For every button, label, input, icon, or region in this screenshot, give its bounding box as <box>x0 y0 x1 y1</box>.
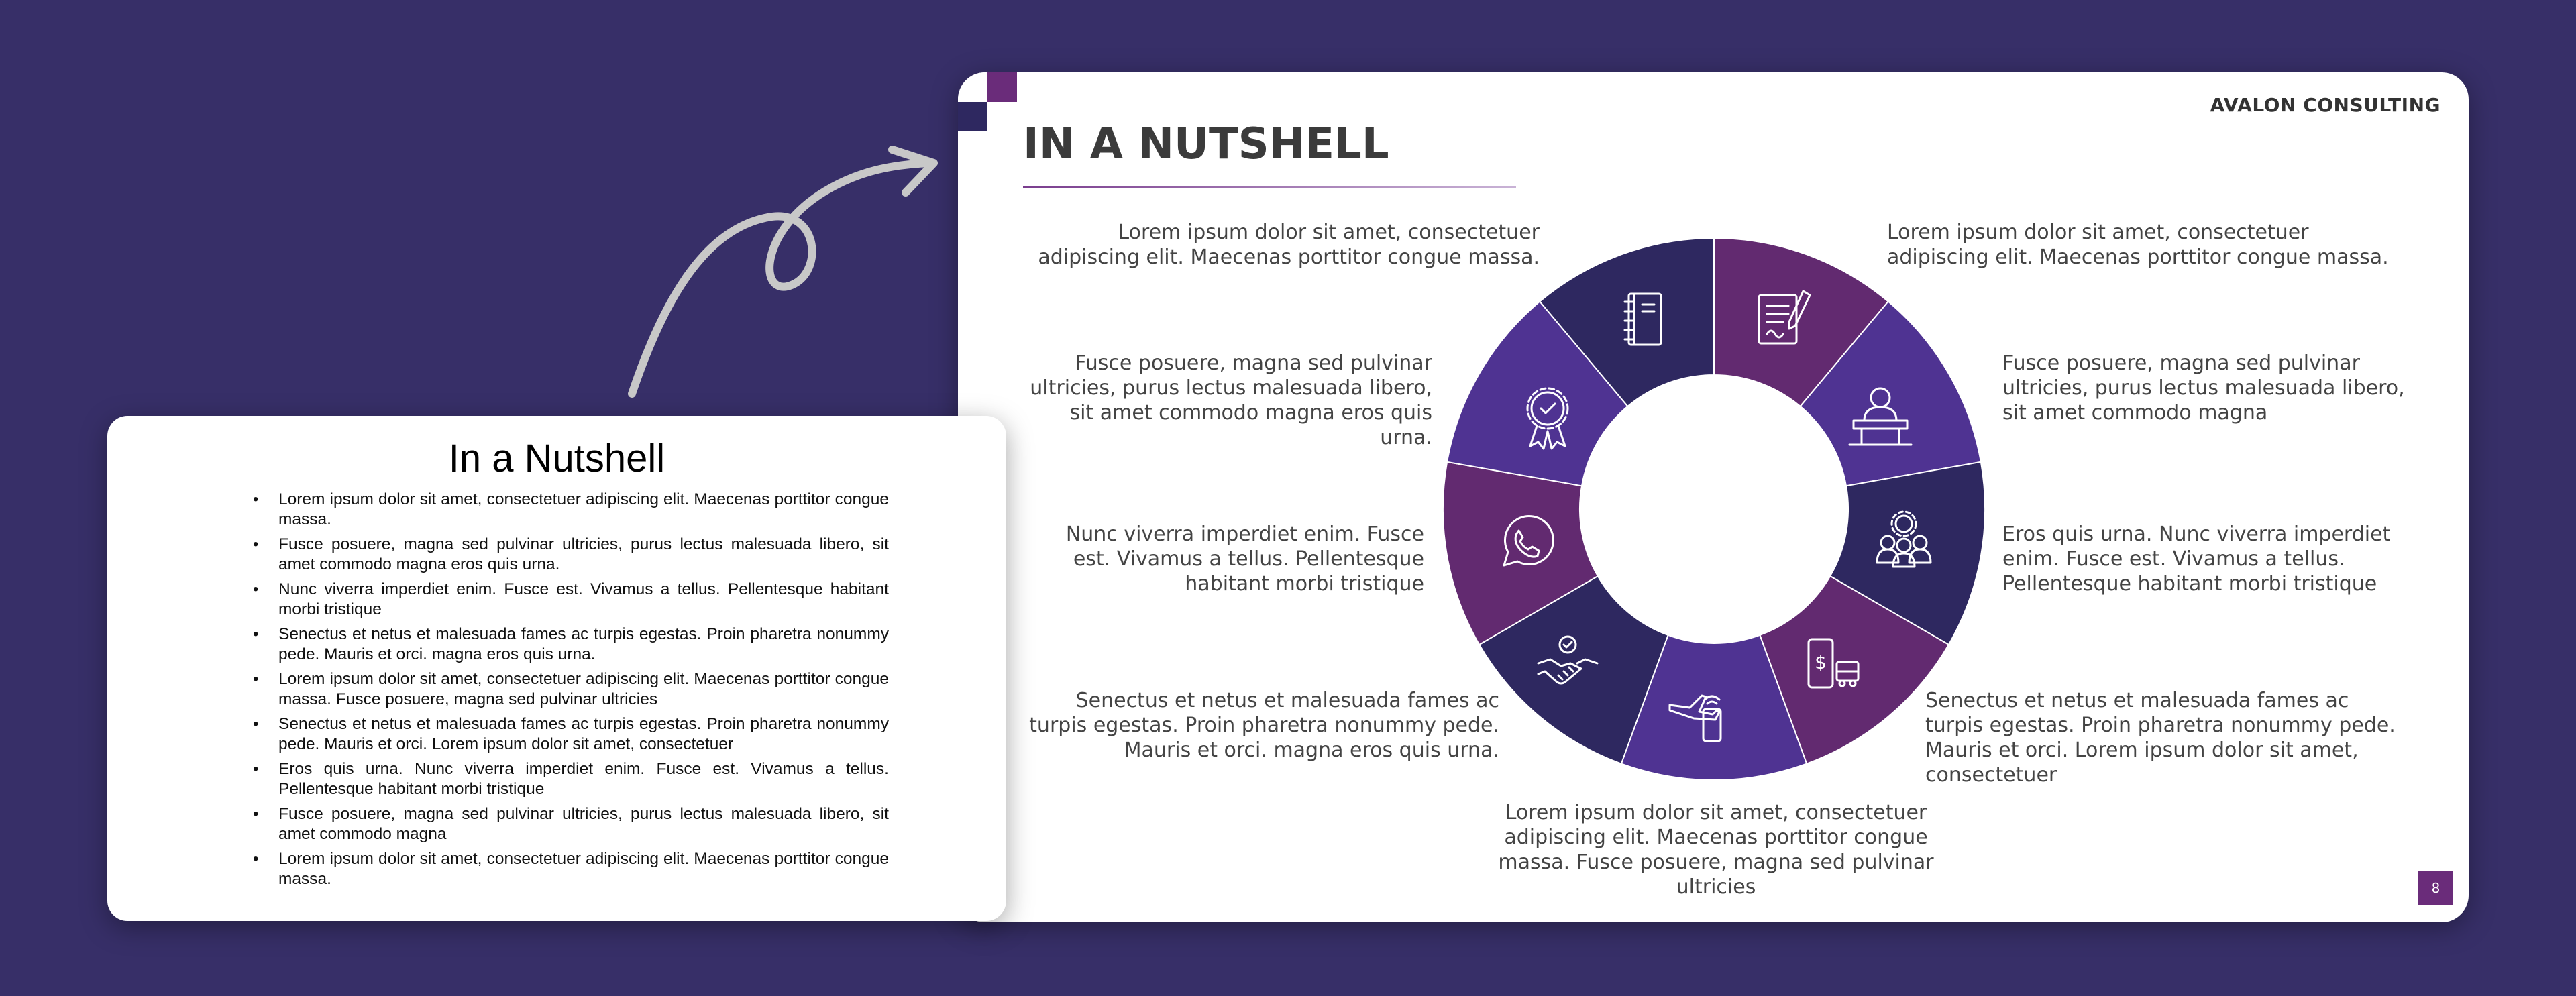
page-number: 8 <box>2418 871 2453 905</box>
list-item: • Fusce posuere, magna sed pulvinar ultricies, purus lectus malesuada libero, sit amet commodo magna <box>253 805 889 843</box>
list-item: • Eros quis urna. Nunc viverra imperdiet enim. Fusce est. Vivamus a tellus. Pellentesque habitant morbi tristique <box>253 760 889 798</box>
list-item: • Senectus et netus et malesuada fames ac turpis egestas. Proin pharetra nonummy pede. Mauris et orci. magna eros quis urna. <box>253 625 889 663</box>
list-item: • Lorem ipsum dolor sit amet, consectetuer adipiscing elit. Maecenas porttitor congue massa. <box>253 850 889 888</box>
slide-title: IN A NUTSHELL <box>1023 119 1389 169</box>
caption-upper-left: Fusce posuere, magna sed pulvinar ultricies, purus lectus malesuada libero, sit amet commodo magna eros quis urna. <box>1030 351 1432 449</box>
bullet-icon: • <box>253 805 259 823</box>
caption-bottom: Lorem ipsum dolor sit amet, consectetuer adipiscing elit. Maecenas porttitor congue massa. Fusce posuere, magna sed pulvinar ultricies <box>1498 801 1934 899</box>
curved-arrow <box>604 144 953 412</box>
bullet-icon: • <box>253 580 259 598</box>
bullet-icon: • <box>253 670 259 688</box>
list-item: • Fusce posuere, magna sed pulvinar ultricies, purus lectus malesuada libero, sit amet commodo magna eros quis urna. <box>253 535 889 573</box>
caption-mid-left: Nunc viverra imperdiet enim. Fusce est. Vivamus a tellus. Pellentesque habitant morbi tristique <box>1065 522 1424 596</box>
caption-top-right: Lorem ipsum dolor sit amet, consectetuer adipiscing elit. Maecenas porttitor congue massa. <box>1887 221 2389 269</box>
bullet-icon: • <box>253 850 259 868</box>
caption-top-left: Lorem ipsum dolor sit amet, consectetuer adipiscing elit. Maecenas porttitor congue massa. <box>1038 221 1540 269</box>
svg-text:$: $ <box>1815 651 1827 673</box>
bullet-icon: • <box>253 535 259 553</box>
bullet-icon: • <box>253 760 259 778</box>
card-title: In a Nutshell <box>448 437 665 480</box>
title-underline <box>1023 186 1516 188</box>
list-item: • Lorem ipsum dolor sit amet, consectetuer adipiscing elit. Maecenas porttitor congue massa. <box>253 490 889 529</box>
bullet-icon: • <box>253 490 259 508</box>
card-bullet-list <box>252 490 889 894</box>
corner-decoration <box>958 72 1018 133</box>
donut-wheel <box>1439 234 1989 784</box>
caption-upper-right: Fusce posuere, magna sed pulvinar ultricies, purus lectus malesuada libero, sit amet commodo magna <box>2002 351 2405 425</box>
list-item: • Nunc viverra imperdiet enim. Fusce est. Vivamus a tellus. Pellentesque habitant morbi tristique <box>253 580 889 618</box>
caption-mid-right: Eros quis urna. Nunc viverra imperdiet enim. Fusce est. Vivamus a tellus. Pellentesque habitant morbi tristique <box>2002 522 2391 596</box>
summary-card <box>107 416 1006 921</box>
list-item: • Senectus et netus et malesuada fames ac turpis egestas. Proin pharetra nonummy pede. Mauris et orci. Lorem ipsum dolor sit amet, consectetuer <box>253 715 889 753</box>
bullet-icon: • <box>253 625 259 643</box>
list-item: • Lorem ipsum dolor sit amet, consectetuer adipiscing elit. Maecenas porttitor congue massa. Fusce posuere, magna sed pulvinar ultricies <box>253 670 889 708</box>
caption-lower-right: Senectus et netus et malesuada fames ac turpis egestas. Proin pharetra nonummy pede. Mauris et orci. Lorem ipsum dolor sit amet, consectetuer <box>1925 689 2396 787</box>
bullet-icon: • <box>253 715 259 733</box>
caption-lower-left: Senectus et netus et malesuada fames ac turpis egestas. Proin pharetra nonummy pede. Mauris et orci. magna eros quis urna. <box>1029 689 1499 762</box>
slide-panel <box>958 72 2469 922</box>
brand-name: AVALON CONSULTING <box>2210 94 2440 116</box>
